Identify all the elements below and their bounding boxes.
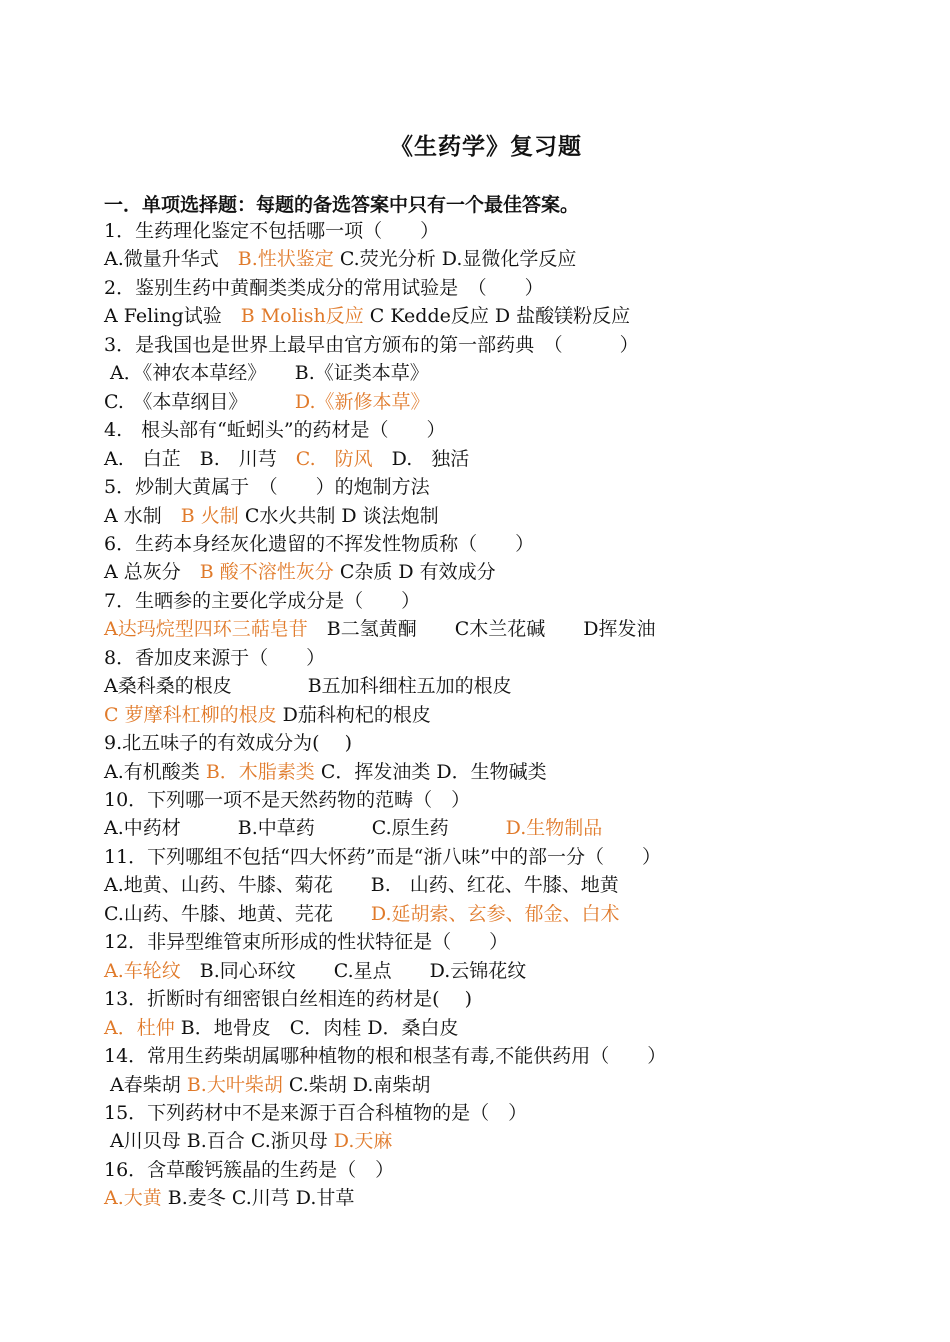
- answer-text: B Molish反应: [240, 305, 364, 327]
- line-text: D茄科枸杞的根皮: [276, 704, 431, 726]
- line-text: A川贝母 B.百合 C.浙贝母: [104, 1130, 334, 1152]
- document-line: [104, 815, 602, 841]
- line-text: 14．常用生药柴胡属哪种植物的根和根茎有毒,不能供药用（ ）: [104, 1045, 667, 1067]
- answer-text: B 酸不溶性灰分: [199, 561, 334, 583]
- document-line: [104, 673, 512, 699]
- line-text: C杂质 D 有效成分: [333, 561, 496, 583]
- line-text: 2．鉴别生药中黄酮类类成分的常用试验是 （ ）: [104, 277, 544, 299]
- document-line: [104, 1128, 392, 1154]
- section-heading: 一．单项选择题：每题的备选答案中只有一个最佳答案。: [104, 194, 580, 216]
- line-text: C.山药、牛膝、地黄、芫花: [104, 903, 371, 925]
- line-text: 1．生药理化鉴定不包括哪一项（ ）: [104, 220, 440, 242]
- document-line: [104, 1185, 354, 1211]
- line-text: 6．生药本身经灰化遗留的不挥发性物质称（ ）: [104, 533, 535, 555]
- answer-text: A达玛烷型四环三萜皂苷: [104, 618, 308, 640]
- line-text: A. 白芷 B. 川芎: [104, 448, 296, 470]
- document-line: [104, 958, 526, 984]
- line-text: C.柴胡 D.南柴胡: [282, 1074, 431, 1096]
- document-line: [104, 275, 544, 301]
- line-text: A 水制: [104, 505, 181, 527]
- line-text: 10．下列哪一项不是天然药物的范畴（ ）: [104, 789, 471, 811]
- document-line: [104, 929, 508, 955]
- document-line: [104, 588, 420, 614]
- answer-text: B 火制: [180, 505, 239, 527]
- answer-text: D.天麻: [333, 1130, 393, 1152]
- line-text: B二氢黄酮 C木兰花碱 D挥发油: [307, 618, 656, 640]
- document-line: [104, 901, 620, 927]
- document-line: [104, 645, 325, 671]
- answer-text: D.延胡索、玄参、郁金、白术: [370, 903, 620, 925]
- line-text: A桑科桑的根皮 B五加科细柱五加的根皮: [104, 675, 512, 697]
- answer-text: C. 防风: [295, 448, 373, 470]
- line-text: A.地黄、山药、牛膝、菊花 B. 山药、红花、牛膝、地黄: [104, 874, 619, 896]
- line-text: 11．下列哪组不包括“四大怀药”而是“浙八味”中的部一分（ ）: [104, 846, 662, 868]
- line-text: A Feling试验: [104, 305, 241, 327]
- line-text: 13．折断时有细密银白丝相连的药材是( ): [104, 988, 473, 1010]
- answer-text: B.大叶柴胡: [186, 1074, 283, 1096]
- line-text: 12．非异型维管束所形成的性状特征是（ ）: [104, 931, 509, 953]
- line-text: 15．下列药材中不是来源于百合科植物的是（ ）: [104, 1102, 528, 1124]
- document-line: [104, 616, 655, 642]
- answer-text: A.车轮纹: [104, 960, 181, 982]
- answer-text: A．杜仲: [104, 1017, 175, 1039]
- document-line: [104, 559, 496, 585]
- line-text: D. 独活: [372, 448, 470, 470]
- document-line: [104, 218, 439, 244]
- document-line: [104, 759, 547, 785]
- answer-text: D.生物制品: [505, 817, 603, 839]
- line-text: C.荧光分析 D.显微化学反应: [333, 248, 577, 270]
- answer-text: B．木脂素类: [205, 761, 315, 783]
- answer-text: A.大黄: [104, 1187, 162, 1209]
- document-line: [104, 246, 576, 272]
- answer-text: C 萝摩科杠柳的根皮: [104, 704, 277, 726]
- document-line: [104, 1157, 394, 1183]
- line-text: B.同心环纹 C.星点 D.云锦花纹: [180, 960, 527, 982]
- document-line: [104, 730, 352, 756]
- line-text: C水火共制 D 谈法炮制: [238, 505, 439, 527]
- line-text: 9.北五味子的有效成分为( ): [104, 732, 352, 754]
- line-text: 7．生晒参的主要化学成分是（ ）: [104, 590, 421, 612]
- line-text: A 总灰分: [104, 561, 200, 583]
- document-line: [104, 844, 661, 870]
- document-line: [104, 1072, 430, 1098]
- document-line: [104, 503, 439, 529]
- document-line: [104, 1043, 666, 1069]
- document-line: [104, 986, 472, 1012]
- line-text: A.微量升华式: [104, 248, 238, 270]
- document-line: [104, 446, 469, 472]
- document-line: [104, 531, 534, 557]
- line-text: B．地骨皮 C．肉桂 D．桑白皮: [174, 1017, 459, 1039]
- document-line: [104, 702, 431, 728]
- line-text: C．挥发油类 D．生物碱类: [314, 761, 547, 783]
- line-text: 16．含草酸钙簇晶的生药是（ ）: [104, 1159, 395, 1181]
- line-text: A．《神农本草经》 B.《证类本草》: [104, 362, 429, 384]
- answer-text: D.《新修本草》: [294, 391, 430, 413]
- line-text: 5．炒制大黄属于 （ ）的炮制方法: [104, 476, 430, 498]
- document-line: [104, 332, 639, 358]
- document-line: [104, 872, 619, 898]
- line-text: 4. 根头部有“蚯蚓头”的药材是（ ）: [104, 419, 446, 441]
- document-line: [104, 1100, 527, 1126]
- line-text: 8．香加皮来源于（ ）: [104, 647, 326, 669]
- document-line: [104, 787, 470, 813]
- document-line: [104, 417, 446, 443]
- document-line: [104, 474, 430, 500]
- line-text: C. 《本草纲目》: [104, 391, 295, 413]
- document-line: [104, 303, 630, 329]
- document-line: [104, 389, 430, 415]
- document-line: [104, 1015, 459, 1041]
- line-text: B.麦冬 C.川芎 D.甘草: [161, 1187, 355, 1209]
- line-text: A.有机酸类: [104, 761, 206, 783]
- answer-text: B.性状鉴定: [237, 248, 334, 270]
- line-text: 3．是我国也是世界上最早由官方颁布的第一部药典 （ ）: [104, 334, 639, 356]
- line-text: A.中药材 B.中草药 C.原生药: [104, 817, 506, 839]
- document-line: [104, 360, 429, 386]
- line-text: A春柴胡: [104, 1074, 187, 1096]
- document-title: 《生药学》复习题: [390, 134, 582, 160]
- line-text: C Kedde反应 D 盐酸镁粉反应: [363, 305, 631, 327]
